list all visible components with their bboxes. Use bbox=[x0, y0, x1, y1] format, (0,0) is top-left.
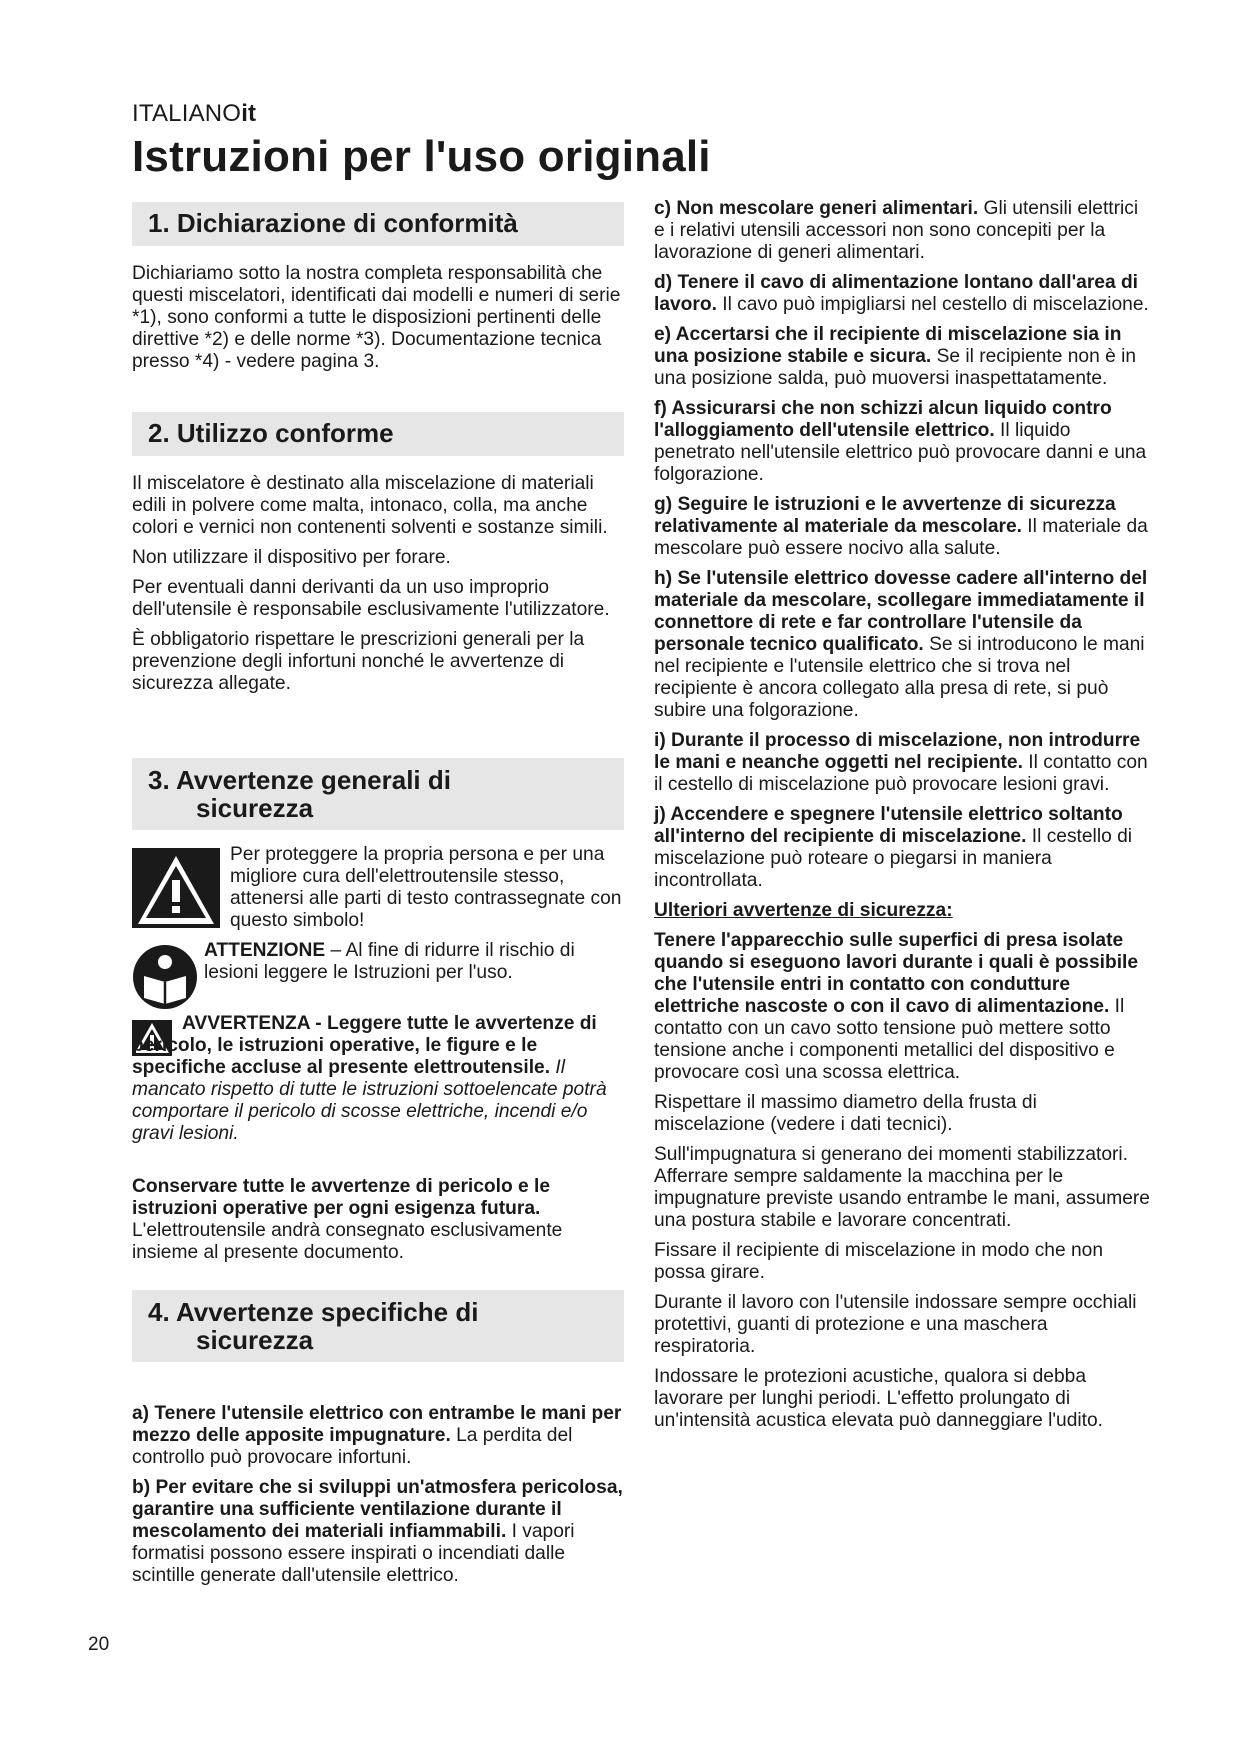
item-d-text: Il cavo può impigliarsi nel cestello di miscelazione. bbox=[716, 294, 1149, 315]
keep-instructions-paragraph bbox=[132, 1176, 624, 1264]
section-4-heading-text: 4. Avvertenze specifiche di bbox=[148, 1297, 479, 1327]
language-name: ITALIANO bbox=[132, 100, 242, 127]
avvertenza-italic: Il mancato rispetto di tutte le istruzioni sottoelencate potrà comportare il pericolo di scosse elettriche, incendi e/o gravi lesioni. bbox=[132, 1057, 607, 1144]
item-g-text: Il materiale da mescolare può essere nocivo alla salute. bbox=[654, 516, 1148, 559]
right-p5: Indossare le protezioni acustiche, qualora si debba lavorare per lunghi periodi. L'effetto prolungato di un'intensità acustica elevata può danneggiare l'udito. bbox=[654, 1366, 1103, 1431]
section-2-heading-text: 2. Utilizzo conforme bbox=[148, 418, 394, 448]
item-c-text: Gli utensili elettrici e i relativi utensili accessori non sono concepiti per la lavorazione di generi alimentari. bbox=[654, 198, 1139, 263]
item-f-text: Il liquido penetrato nell'utensile elettrico può provocare danni e una folgorazione. bbox=[654, 420, 1147, 485]
item-j-bold: j) Accendere e spegnere l'utensile elettrico soltanto all'interno del recipiente di miscelazione. bbox=[654, 804, 1123, 847]
item-a bbox=[132, 1403, 624, 1469]
page-number: 20 bbox=[88, 1634, 110, 1655]
right-p1: Rispettare il massimo diametro della frusta di miscelazione (vedere i dati tecnici). bbox=[654, 1092, 1037, 1135]
item-j bbox=[654, 804, 1152, 892]
section-3-heading-text: 3. Avvertenze generali di bbox=[148, 765, 451, 795]
section-2-p3: Per eventuali danni derivanti da un uso improprio dell'utensile è responsabile esclusivamente l'utilizzatore. bbox=[132, 577, 610, 620]
section-4-body bbox=[132, 1403, 624, 1595]
section-2-p1: Il miscelatore è destinato alla miscelazione di materiali edili in polvere come malta, intonaco, colla, ma anche colori e vernici non contenenti solventi e sostanze simili. bbox=[132, 473, 608, 538]
warning-symbol-text: Per proteggere la propria persona e per una migliore cura dell'elettroutensile stesso, attenersi alle parti di testo contrassegnate con questo simbolo! bbox=[230, 844, 622, 931]
section-2-heading bbox=[132, 412, 624, 456]
item-h-bold: h) Se l'utensile elettrico dovesse cadere all'interno del materiale da mescolare, scollegare immediatamente il connettore di rete e far controllare l'utensile da personale tecnico qualificato. bbox=[654, 568, 1148, 655]
attention-label: ATTENZIONE bbox=[204, 940, 326, 961]
item-h bbox=[654, 568, 1152, 722]
item-f-bold: f) Assicurarsi che non schizzi alcun liquido contro l'alloggiamento dell'utensile elettrico. bbox=[654, 398, 1112, 441]
item-i bbox=[654, 730, 1152, 796]
item-b bbox=[132, 1477, 624, 1587]
right-p2: Sull'impugnatura si generano dei momenti stabilizzatori. Afferrare sempre saldamente la macchina per le impugnature previste usando entrambe le mani, assumere una postura stabile e lavorare concentrati. bbox=[654, 1144, 1150, 1231]
section-3-heading-cont: sicurezza bbox=[196, 793, 314, 823]
item-b-bold: b) Per evitare che si sviluppi un'atmosfera pericolosa, garantire una sufficiente ventilazione durante il mescolamento dei materiali infiammabili. bbox=[132, 1477, 623, 1542]
avvertenza-bold: AVVERTENZA - Leggere tutte le avvertenze di pericolo, le istruzioni operative, le figure e le specifiche accluse al presente elettroutensile. bbox=[132, 1013, 597, 1078]
item-insulated-grip-text: Il contatto con un cavo sotto tensione può mettere sotto tensione anche i componenti metallici del dispositivo e provocare così una scossa elettrica. bbox=[654, 996, 1125, 1083]
item-a-text: La perdita del controllo può provocare infortuni. bbox=[132, 1425, 573, 1468]
item-insulated-grip bbox=[654, 930, 1152, 1084]
item-e-bold: e) Accertarsi che il recipiente di miscelazione sia in una posizione stabile e sicura. bbox=[654, 324, 1122, 367]
item-c-bold: c) Non mescolare generi alimentari. bbox=[654, 198, 979, 219]
right-p3: Fissare il recipiente di miscelazione in modo che non possa girare. bbox=[654, 1240, 1103, 1283]
section-2-body bbox=[132, 473, 624, 703]
section-2-p2: Non utilizzare il dispositivo per forare. bbox=[132, 547, 451, 568]
attention-text bbox=[204, 940, 626, 984]
section-4-heading-cont: sicurezza bbox=[196, 1325, 314, 1355]
item-f bbox=[654, 398, 1152, 486]
item-e bbox=[654, 324, 1152, 390]
page-title: Istruzioni per l'uso originali bbox=[132, 132, 711, 181]
item-d bbox=[654, 272, 1152, 316]
read-manual-icon bbox=[132, 944, 198, 1010]
language-label bbox=[132, 100, 256, 128]
item-insulated-grip-bold: Tenere l'apparecchio sulle superfici di presa isolate quando si eseguono lavori durante i quali è possibile che l'utensile entri in contatto con condutture elettriche nascoste o con il cavo di alimentazione. bbox=[654, 930, 1139, 1017]
section-1-heading-text: 1. Dichiarazione di conformità bbox=[148, 208, 518, 238]
section-1-heading bbox=[132, 202, 624, 246]
section-2-p4: È obbligatorio rispettare le prescrizioni generali per la prevenzione degli infortuni nonché le avvertenze di sicurezza allegate. bbox=[132, 629, 585, 694]
item-b-text: I vapori formatisi possono essere inspirati o incendiati dalle scintille generate dall'utensile elettrico. bbox=[132, 1521, 575, 1586]
item-j-text: Il cestello di miscelazione può roteare o piegarsi in maniera incontrollata. bbox=[654, 826, 1133, 891]
section-1-text: Dichiariamo sotto la nostra completa responsabilità che questi miscelatori, identificati dai modelli e numeri di serie *1), sono conformi a tutte le disposizioni pertinenti delle direttive *2) e delle norme *3). Documentazione tecnica presso *4) - vedere pagina 3. bbox=[132, 263, 621, 372]
item-d-bold: d) Tenere il cavo di alimentazione lontano dall'area di lavoro. bbox=[654, 272, 1139, 315]
warning-symbol-icon bbox=[132, 848, 220, 928]
right-p4: Durante il lavoro con l'utensile indossare sempre occhiali protettivi, guanti di protezione e una maschera respiratoria. bbox=[654, 1292, 1137, 1357]
item-i-bold: i) Durante il processo di miscelazione, non introdurre le mani e neanche oggetti nel recipiente. bbox=[654, 730, 1141, 773]
avvertenza-paragraph bbox=[132, 1013, 624, 1145]
item-g-bold: g) Seguire le istruzioni e le avvertenze di sicurezza relativamente al materiale da mescolare. bbox=[654, 494, 1116, 537]
item-h-text: Se si introducono le mani nel recipiente e l'utensile elettrico che si trova nel recipiente è ancora collegato alla presa di rete, si può subire una folgorazione. bbox=[654, 634, 1145, 721]
right-column bbox=[654, 198, 1152, 1440]
item-e-text: Se il recipiente non è in una posizione salda, può muoversi inaspettatamente. bbox=[654, 346, 1137, 389]
item-g bbox=[654, 494, 1152, 560]
section-3-heading bbox=[132, 758, 624, 830]
further-warnings-heading: Ulteriori avvertenze di sicurezza: bbox=[654, 900, 953, 921]
item-i-text: Il contatto con il cestello di miscelazione può provocare lesioni gravi. bbox=[654, 752, 1148, 795]
keep-instructions-bold: Conservare tutte le avvertenze di pericolo e le istruzioni operative per ogni esigenza futura. bbox=[132, 1176, 551, 1219]
attention-body: – Al fine di ridurre il rischio di lesioni leggere le Istruzioni per l'uso. bbox=[204, 940, 575, 983]
item-a-bold: a) Tenere l'utensile elettrico con entrambe le mani per mezzo delle apposite impugnature. bbox=[132, 1403, 622, 1446]
language-code: it bbox=[241, 100, 257, 127]
keep-instructions-text: L'elettroutensile andrà consegnato esclusivamente insieme al presente documento. bbox=[132, 1220, 563, 1263]
section-4-heading bbox=[132, 1290, 624, 1362]
item-c bbox=[654, 198, 1152, 264]
